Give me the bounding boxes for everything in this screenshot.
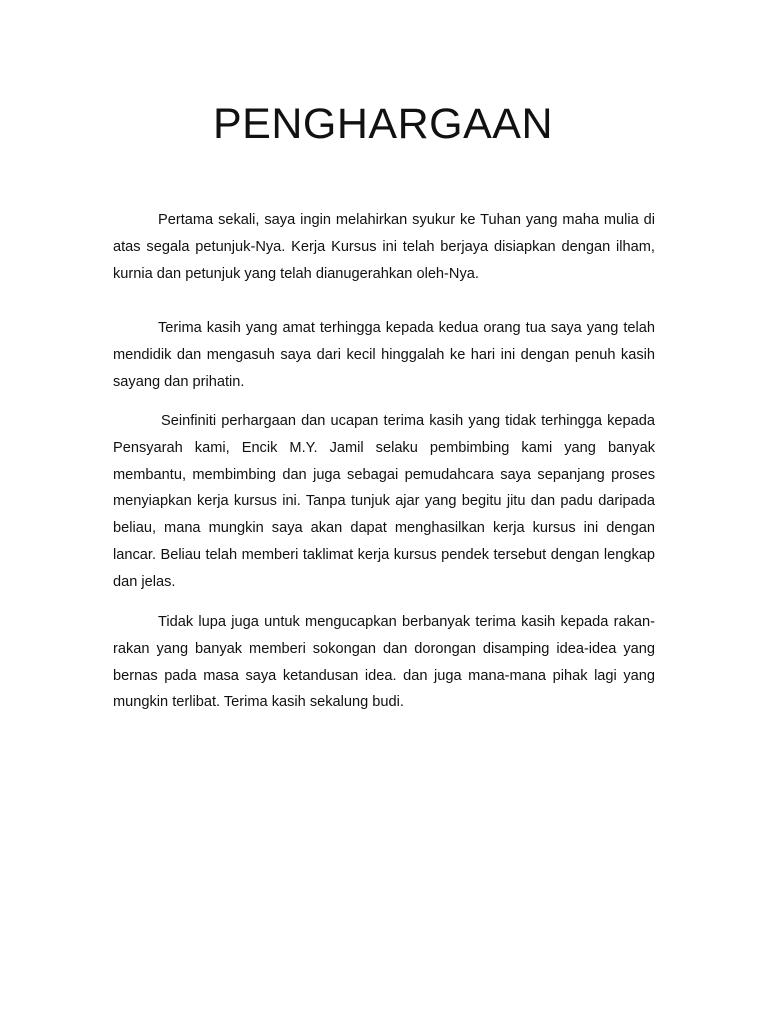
paragraph-thanks-lecturer: Seinfiniti perhargaan dan ucapan terima kasih yang tidak terhingga kepada Pensyarah kami, Encik M.Y. Jamil selaku pembimbing kami yang banyak membantu, membimbing dan juga sebagai pemudahcara saya sepanjang proses menyiapkan kerja kursus ini. Tanpa tunjuk ajar yang begitu jitu dan padu daripada beliau, mana mungkin saya akan dapat menghasilkan kerja kursus ini dengan lancar. Beliau telah memberi taklimat kerja kursus pendek tersebut dengan lengkap dan jelas. xyxy=(113,413,655,590)
paragraph-gratitude-god: Pertama sekali, saya ingin melahirkan syukur ke Tuhan yang maha mulia di atas segala petunjuk-Nya. Kerja Kursus ini telah berjaya disiapkan dengan ilham, kurnia dan petunjuk yang telah dianugerahkan oleh-Nya. xyxy=(113,212,655,282)
paragraph-thanks-friends: Tidak lupa juga untuk mengucapkan berbanyak terima kasih kepada rakan-rakan yang banyak memberi sokongan dan dorongan disamping idea-idea yang bernas pada masa saya ketandusan idea. dan juga mana-mana pihak lagi yang mungkin terlibat. Terima kasih sekalung budi. xyxy=(113,614,655,711)
paragraph-thanks-parents: Terima kasih yang amat terhingga kepada kedua orang tua saya yang telah mendidik dan mengasuh saya dari kecil hinggalah ke hari ini dengan penuh kasih sayang dan prihatin. xyxy=(113,320,655,390)
page-title: PENGHARGAAN xyxy=(212,100,553,148)
